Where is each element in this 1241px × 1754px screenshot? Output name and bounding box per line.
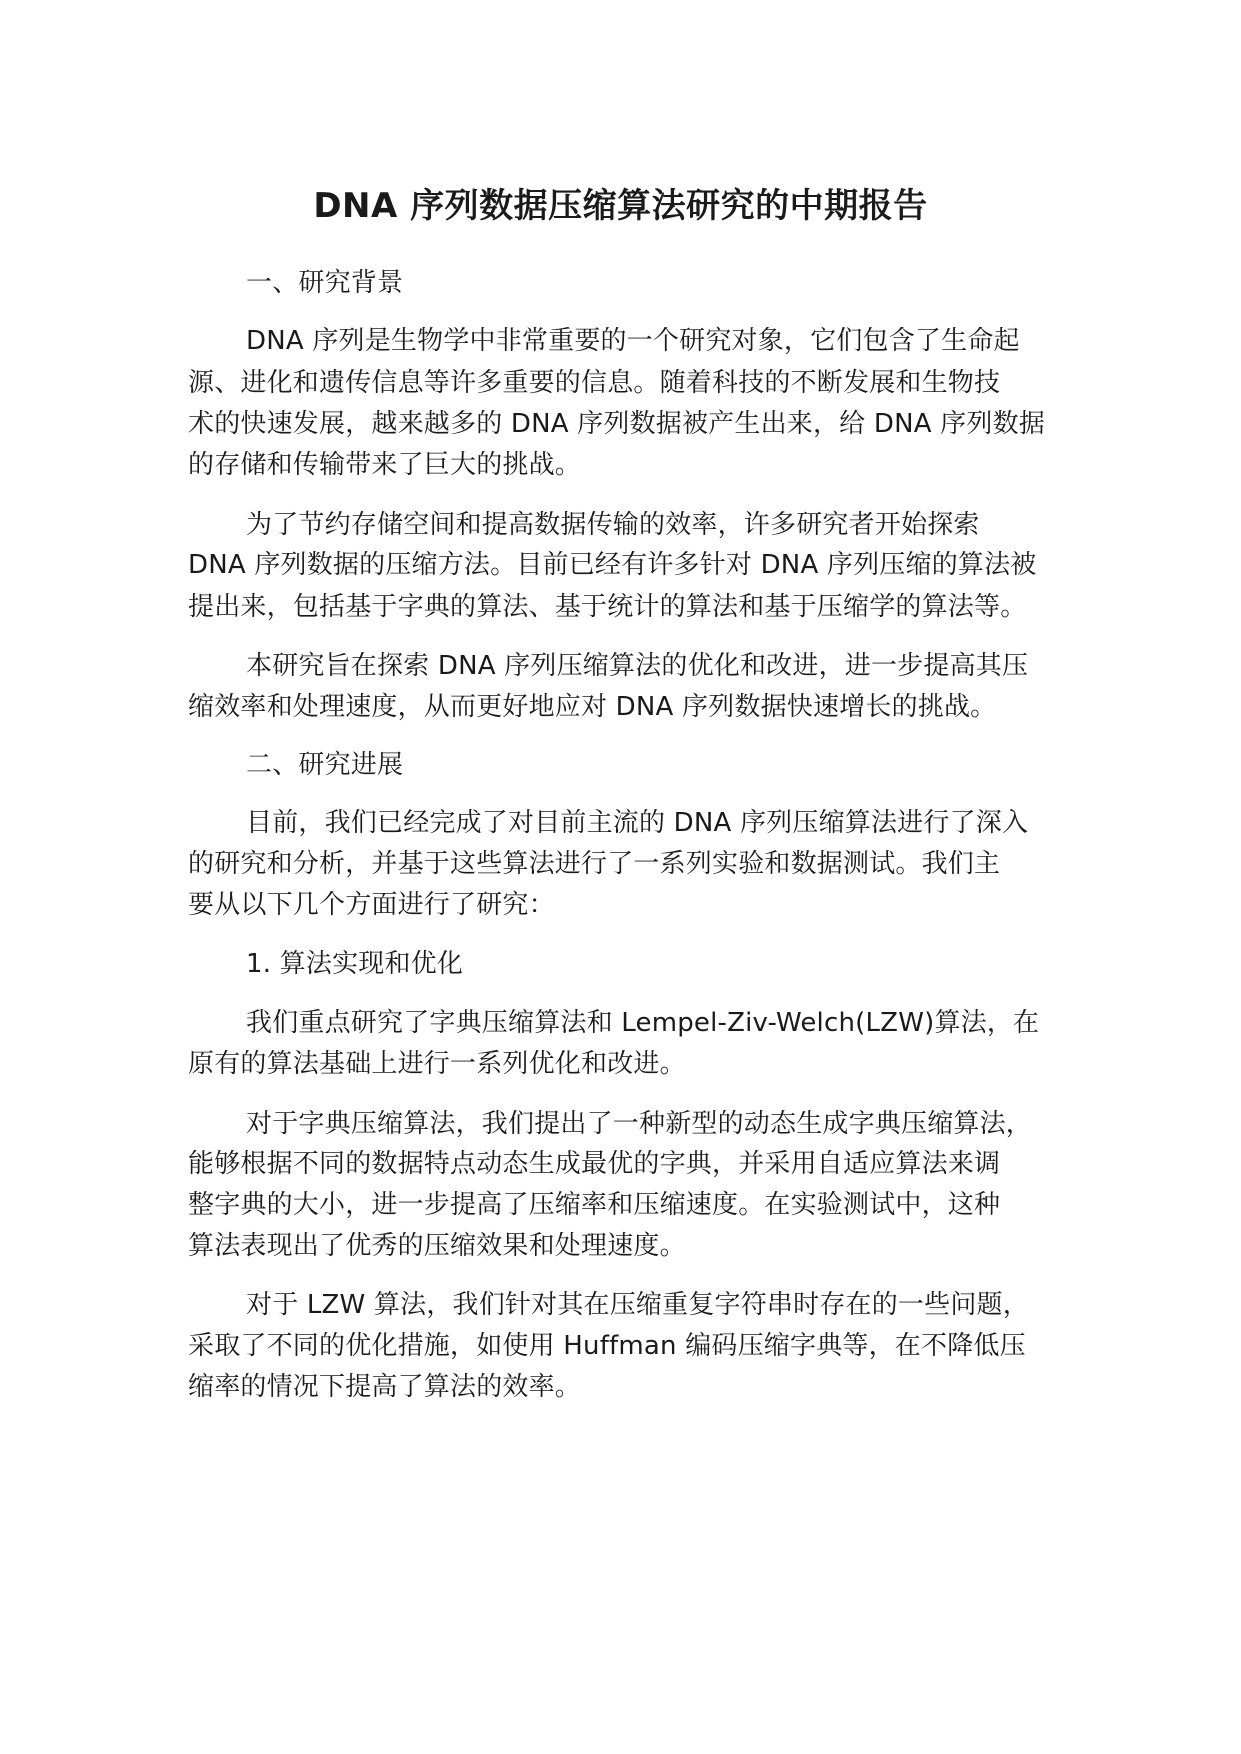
paragraph-line: 的研究和分析，并基于这些算法进行了一系列实验和数据测试。我们主 <box>188 849 1001 879</box>
paragraph-line: 为了节约存储空间和提高数据传输的效率，许多研究者开始探索 <box>246 510 980 540</box>
section-heading-background: 一、研究背景 <box>246 268 404 298</box>
paragraph-line: 缩效率和处理速度，从而更好地应对 DNA 序列数据快速增长的挑战。 <box>188 692 997 722</box>
section-heading-progress: 二、研究进展 <box>246 750 404 780</box>
paragraph-line: DNA 序列是生物学中非常重要的一个研究对象，它们包含了生命起 <box>246 326 1020 356</box>
paragraph-line: DNA 序列数据的压缩方法。目前已经有许多针对 DNA 序列压缩的算法被 <box>188 550 1037 580</box>
paragraph-line: 采取了不同的优化措施，如使用 Huffman 编码压缩字典等，在不降低压 <box>188 1331 1026 1361</box>
subsection-heading: 1. 算法实现和优化 <box>246 949 464 979</box>
paragraph-line: 术的快速发展，越来越多的 DNA 序列数据被产生出来，给 DNA 序列数据 <box>188 409 1045 439</box>
paragraph-line: 本研究旨在探索 DNA 序列压缩算法的优化和改进，进一步提高其压 <box>246 651 1029 681</box>
paragraph-line: 原有的算法基础上进行一系列优化和改进。 <box>188 1049 686 1079</box>
paragraph-line: 算法表现出了优秀的压缩效果和处理速度。 <box>188 1231 686 1261</box>
paragraph-line: 要从以下几个方面进行了研究： <box>188 890 555 920</box>
paragraph-line: 我们重点研究了字典压缩算法和 Lempel-Ziv-Welch(LZW)算法，在 <box>246 1008 1040 1038</box>
paragraph-line: 源、进化和遗传信息等许多重要的信息。随着科技的不断发展和生物技 <box>188 368 1001 398</box>
document-title: DNA 序列数据压缩算法研究的中期报告 <box>313 186 928 226</box>
paragraph-line: 对于 LZW 算法，我们针对其在压缩重复字符串时存在的一些问题， <box>246 1290 1029 1320</box>
paragraph-line: 整字典的大小，进一步提高了压缩率和压缩速度。在实验测试中，这种 <box>188 1190 1001 1220</box>
paragraph-line: 目前，我们已经完成了对目前主流的 DNA 序列压缩算法进行了深入 <box>246 808 1029 838</box>
paragraph-line: 提出来，包括基于字典的算法、基于统计的算法和基于压缩学的算法等。 <box>188 592 1027 622</box>
paragraph-line: 的存储和传输带来了巨大的挑战。 <box>188 450 582 480</box>
paragraph-line: 缩率的情况下提高了算法的效率。 <box>188 1372 582 1402</box>
paragraph-line: 对于字典压缩算法，我们提出了一种新型的动态生成字典压缩算法， <box>246 1109 1033 1139</box>
paragraph-line: 能够根据不同的数据特点动态生成最优的字典，并采用自适应算法来调 <box>188 1149 1001 1179</box>
